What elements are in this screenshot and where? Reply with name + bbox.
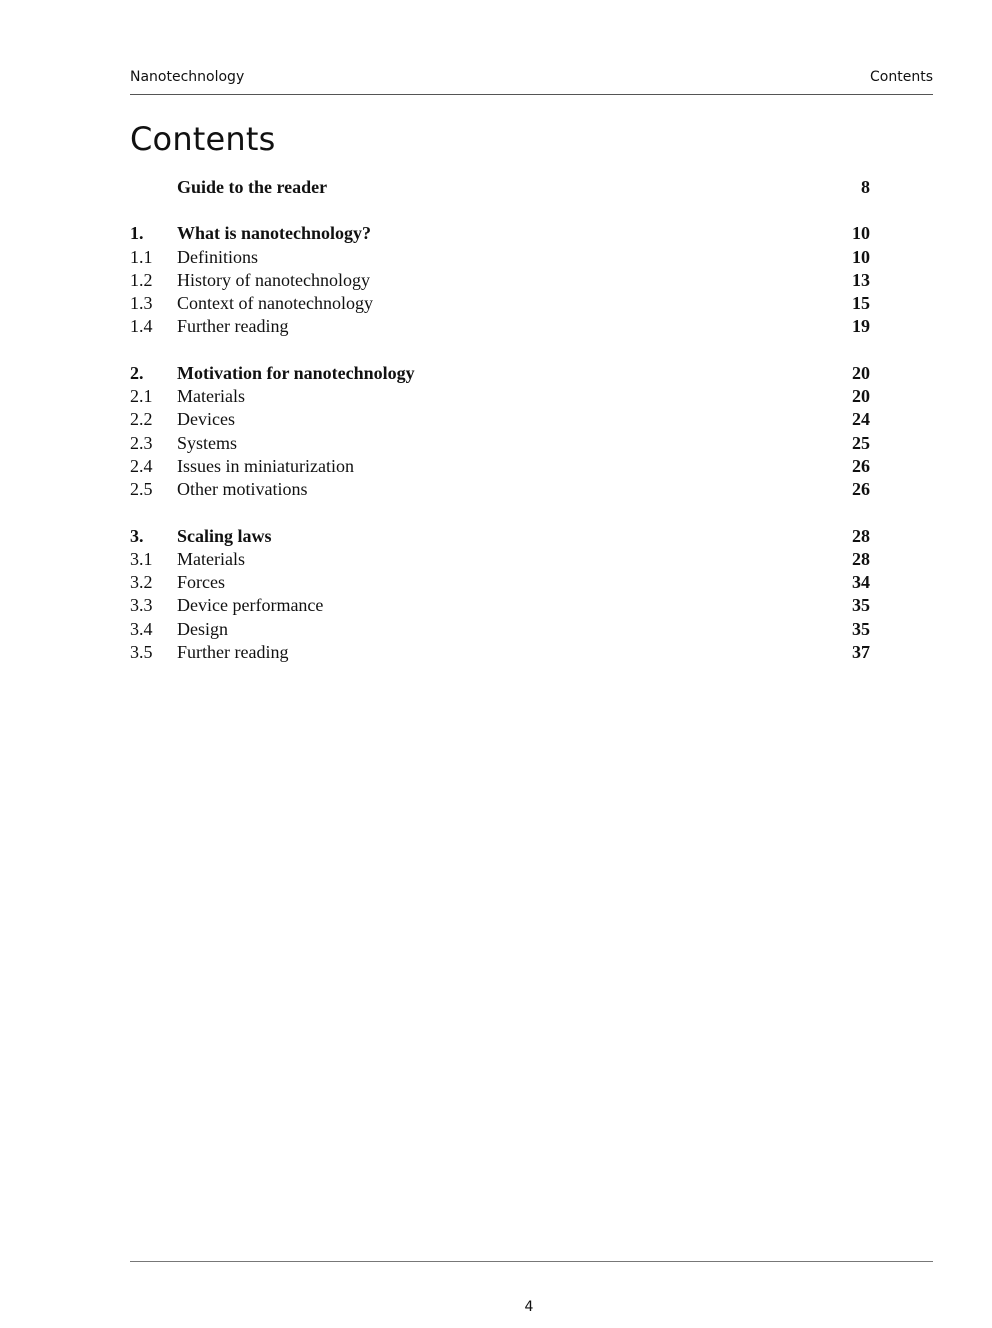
toc-chapter-page: 28 [852,525,870,546]
toc-section-entry[interactable] [130,292,870,315]
toc-section-entry[interactable] [130,478,870,501]
toc-section-entry[interactable] [130,641,870,664]
header-section-title: Contents [870,69,933,85]
toc-chapter-3 [130,525,870,665]
toc-section-number: 3.4 [130,618,153,639]
toc-section-entry[interactable] [130,432,870,455]
toc-guide-section [130,176,870,199]
toc-section-page: 24 [852,409,870,430]
toc-chapter-heading[interactable] [130,525,870,548]
footer-divider [130,1261,933,1262]
toc-chapter-page: 10 [852,223,870,244]
toc-section-number: 1.3 [130,293,153,314]
toc-entry-guide[interactable] [130,176,870,199]
toc-section-number: 2.5 [130,479,153,500]
table-of-contents [130,176,870,687]
toc-entry-title: Guide to the reader [177,177,328,197]
toc-chapter-number: 3. [130,525,144,546]
toc-section-page: 25 [852,432,870,453]
toc-section-number: 2.3 [130,432,153,453]
toc-section-entry[interactable] [130,408,870,431]
toc-chapter-title: Scaling laws [177,525,272,546]
toc-section-title: Forces [177,572,225,593]
toc-section-page: 20 [852,386,870,407]
toc-section-page: 10 [852,246,870,267]
toc-section-title: Materials [177,386,245,407]
toc-section-title: Issues in miniaturization [177,455,354,476]
toc-section-number: 1.2 [130,269,153,290]
toc-section-title: Materials [177,548,245,569]
toc-section-page: 26 [852,479,870,500]
toc-section-number: 1.1 [130,246,153,267]
toc-section-title: Device performance [177,595,324,616]
toc-section-page: 13 [852,269,870,290]
toc-section-title: Further reading [177,642,289,663]
toc-section-number: 2.1 [130,386,153,407]
toc-section-entry[interactable] [130,548,870,571]
toc-entry-page: 8 [861,177,870,197]
toc-section-number: 3.2 [130,572,153,593]
toc-section-title: Definitions [177,246,258,267]
toc-chapter-2 [130,362,870,502]
toc-section-entry[interactable] [130,315,870,338]
toc-chapter-page: 20 [852,362,870,383]
toc-section-page: 28 [852,548,870,569]
toc-chapter-title: Motivation for nanotechnology [177,362,415,383]
toc-chapter-heading[interactable] [130,222,870,245]
toc-section-page: 35 [852,618,870,639]
toc-section-number: 2.4 [130,455,153,476]
toc-chapter-number: 1. [130,223,144,244]
toc-section-title: Context of nanotechnology [177,293,373,314]
toc-section-number: 3.3 [130,595,153,616]
toc-section-page: 19 [852,316,870,337]
page-header [130,64,933,95]
toc-section-number: 3.1 [130,548,153,569]
toc-section-title: Devices [177,409,235,430]
toc-section-title: History of nanotechnology [177,269,370,290]
toc-section-entry[interactable] [130,455,870,478]
toc-chapter-1 [130,222,870,338]
toc-section-entry[interactable] [130,594,870,617]
toc-section-entry[interactable] [130,618,870,641]
toc-section-page: 34 [852,572,870,593]
toc-chapter-heading[interactable] [130,362,870,385]
toc-section-page: 26 [852,455,870,476]
page-number: 4 [524,1299,534,1315]
toc-section-title: Systems [177,432,238,453]
toc-section-entry[interactable] [130,385,870,408]
toc-section-entry[interactable] [130,246,870,269]
toc-section-entry[interactable] [130,571,870,594]
toc-section-page: 35 [852,595,870,616]
toc-section-title: Design [177,618,228,639]
toc-section-title: Other motivations [177,479,308,500]
page-title: Contents [130,120,276,158]
toc-section-number: 2.2 [130,409,153,430]
toc-section-entry[interactable] [130,269,870,292]
toc-section-title: Further reading [177,316,289,337]
toc-section-number: 3.5 [130,642,153,663]
toc-section-page: 37 [852,642,870,663]
header-book-title: Nanotechnology [130,69,245,85]
toc-chapter-number: 2. [130,362,144,383]
toc-section-number: 1.4 [130,316,153,337]
toc-chapter-title: What is nanotechnology? [177,223,372,244]
toc-section-page: 15 [852,293,870,314]
